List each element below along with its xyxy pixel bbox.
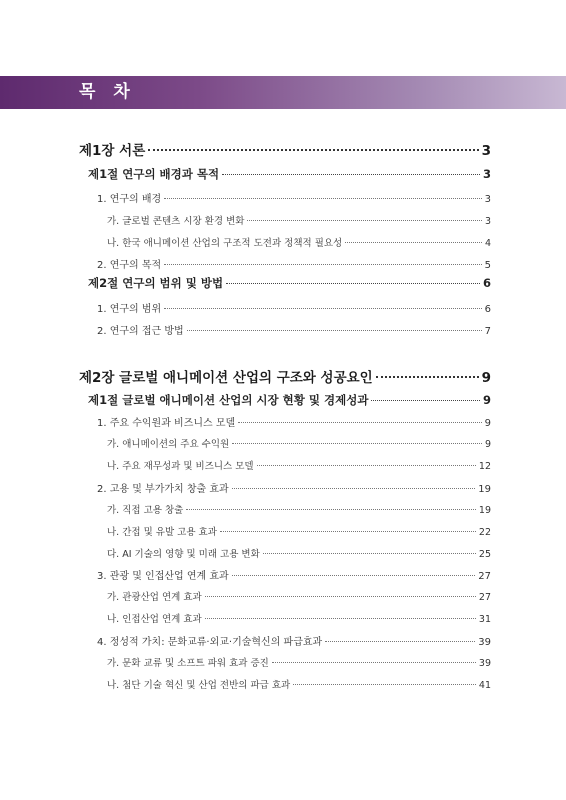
toc-entry-title: 제1절 연구의 배경과 목적 [88, 167, 220, 181]
toc-leader [263, 553, 476, 554]
toc-leader [164, 264, 481, 265]
toc-entry-page: 3 [481, 143, 491, 159]
toc-leader [205, 618, 476, 619]
toc-entry-title: 나. 첨단 기술 혁신 및 산업 전반의 파급 효과 [107, 680, 291, 691]
toc-entry-title: 제2장 글로벌 애니메이션 산업의 구조와 성공요인 [79, 370, 373, 386]
toc-entry-item[interactable] [97, 567, 491, 582]
toc-leader [293, 684, 476, 685]
toc-entry-page: 3 [482, 167, 491, 181]
toc-entry-page: 6 [482, 276, 491, 290]
toc-entry-title: 나. 간접 및 유발 고용 효과 [107, 527, 217, 538]
toc-entry-subitem[interactable] [107, 502, 491, 516]
toc-entry-title: 제1절 글로벌 애니메이션 산업의 시장 현황 및 경제성과 [88, 393, 369, 407]
toc-entry-page: 9 [484, 439, 491, 450]
toc-entry-item[interactable] [97, 256, 491, 271]
toc-leader [238, 422, 481, 423]
toc-entry-subitem[interactable] [107, 655, 491, 669]
toc-leader [220, 531, 476, 532]
toc-entry-title: 가. 애니메이션의 주요 수익원 [107, 439, 230, 450]
toc-entry-title: 가. 관광산업 연계 효과 [107, 592, 202, 603]
toc-entry-page: 3 [484, 216, 491, 227]
toc-entry-page: 19 [478, 505, 491, 516]
toc-entry-title: 가. 직접 고용 창출 [107, 505, 184, 516]
toc-entry-item[interactable] [97, 322, 491, 337]
toc-entry-page: 9 [484, 418, 491, 429]
toc-leader [222, 174, 480, 175]
toc-entry-page: 9 [481, 370, 491, 386]
toc-entry-page: 27 [478, 592, 491, 603]
toc-entry-subitem[interactable] [107, 589, 491, 603]
toc-entry-subitem[interactable] [107, 458, 491, 472]
toc-leader [164, 198, 481, 199]
toc-entry-title: 제2절 연구의 범위 및 방법 [88, 276, 224, 290]
toc-leader [205, 596, 476, 597]
toc-entry-title: 나. 주요 재무성과 및 비즈니스 모델 [107, 461, 254, 472]
toc-entry-page: 6 [484, 304, 491, 315]
toc-entry-subitem[interactable] [107, 546, 491, 560]
toc-entry-subitem[interactable] [107, 677, 491, 691]
toc-entry-subitem[interactable] [107, 611, 491, 625]
toc-leader [232, 488, 476, 489]
toc-entry-title: 2. 연구의 접근 방법 [97, 326, 184, 337]
toc-entry-chapter-2[interactable] [79, 366, 491, 386]
toc-entry-item[interactable] [97, 480, 491, 495]
toc-entry-chapter-1[interactable] [79, 139, 491, 159]
toc-leader [272, 662, 476, 663]
toc-entry-title: 가. 문화 교류 및 소프트 파워 효과 증진 [107, 658, 269, 669]
toc-entry-page: 27 [478, 571, 491, 582]
toc-entry-subitem[interactable] [107, 213, 491, 227]
toc-entry-title: 1. 연구의 배경 [97, 194, 162, 205]
toc-entry-page: 39 [478, 658, 491, 669]
toc-entry-title: 3. 관광 및 인접산업 연계 효과 [97, 571, 229, 582]
toc-entry-page: 9 [482, 393, 491, 407]
toc-entry-title: 나. 한국 애니메이션 산업의 구조적 도전과 정책적 필요성 [107, 238, 343, 249]
toc-entry-title: 가. 글로벌 콘텐츠 시장 환경 변화 [107, 216, 245, 227]
toc-leader [164, 308, 481, 309]
toc-entry-title: 나. 인접산업 연계 효과 [107, 614, 202, 625]
toc-entry-title: 다. AI 기술의 영향 및 미래 고용 변화 [107, 549, 260, 560]
toc-entry-page: 19 [478, 484, 491, 495]
toc-leader [226, 283, 480, 284]
toc-entry-page: 31 [478, 614, 491, 625]
toc-leader [232, 575, 476, 576]
toc-entry-page: 4 [484, 238, 491, 249]
toc-entry-page: 7 [484, 326, 491, 337]
toc-entry-section[interactable] [88, 166, 491, 182]
toc-entry-title: 1. 연구의 범위 [97, 304, 162, 315]
toc-heading: 목 차 [79, 82, 136, 102]
toc-entry-section[interactable] [88, 392, 491, 408]
toc-leader [232, 443, 482, 444]
toc-leader [187, 330, 482, 331]
toc-leader [257, 465, 476, 466]
toc-entry-item[interactable] [97, 300, 491, 315]
toc-entry-page: 22 [478, 527, 491, 538]
toc-entry-subitem[interactable] [107, 524, 491, 538]
toc-leader [376, 376, 479, 378]
toc-entry-page: 25 [478, 549, 491, 560]
toc-entry-subitem[interactable] [107, 235, 491, 249]
toc-entry-title: 2. 연구의 목적 [97, 260, 162, 271]
toc-entry-title: 제1장 서론 [79, 143, 146, 159]
toc-entry-page: 5 [484, 260, 491, 271]
toc-leader [186, 509, 476, 510]
toc-entry-page: 41 [478, 680, 491, 691]
toc-entry-subitem[interactable] [107, 436, 491, 450]
toc-leader [345, 242, 482, 243]
toc-entry-title: 2. 고용 및 부가가치 창출 효과 [97, 484, 229, 495]
toc-entry-page: 12 [478, 461, 491, 472]
toc-entry-page: 3 [484, 194, 491, 205]
toc-entry-title: 4. 정성적 가치: 문화교류·외교·기술혁신의 파급효과 [97, 637, 323, 648]
toc-leader [247, 220, 482, 221]
toc-entry-page: 39 [478, 637, 491, 648]
toc-entry-item[interactable] [97, 633, 491, 648]
toc-entry-item[interactable] [97, 414, 491, 429]
toc-leader [325, 641, 475, 642]
toc-entry-title: 1. 주요 수익원과 비즈니스 모델 [97, 418, 236, 429]
toc-leader [371, 400, 480, 401]
toc-leader [148, 149, 478, 151]
toc-entry-section[interactable] [88, 275, 491, 291]
toc-entry-item[interactable] [97, 190, 491, 205]
